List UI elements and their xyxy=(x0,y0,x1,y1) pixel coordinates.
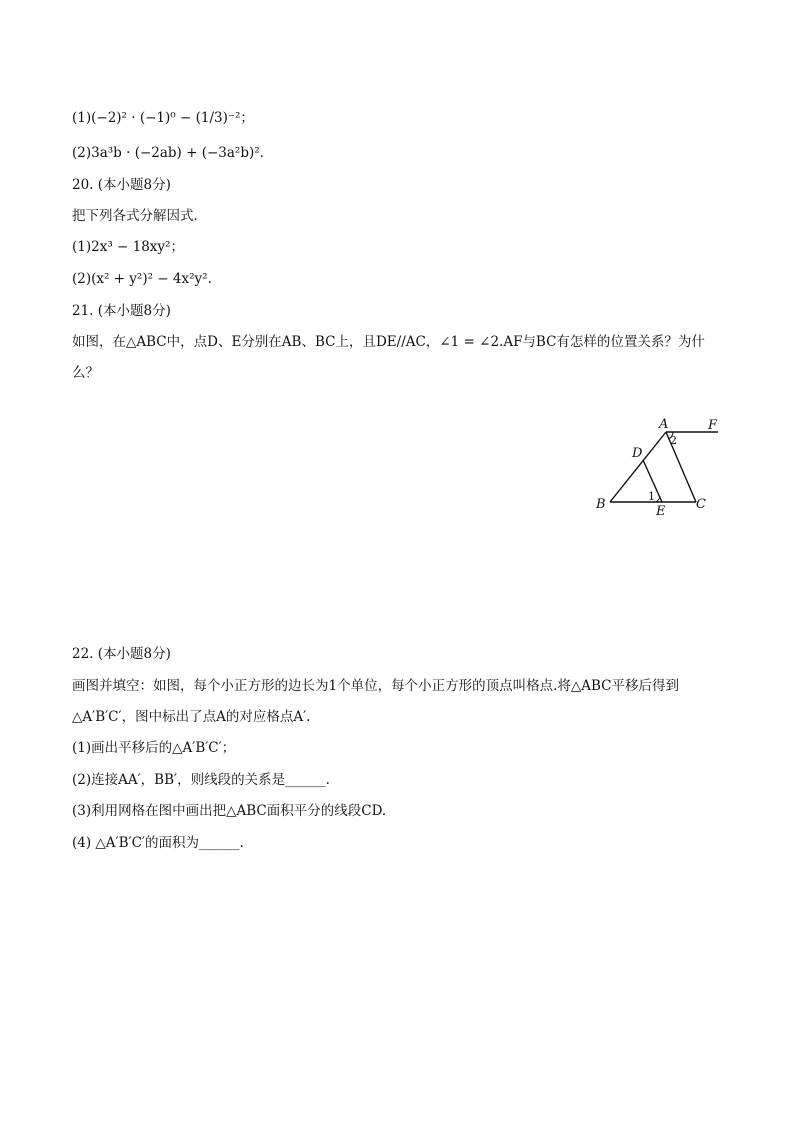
point-e-label: E xyxy=(656,504,666,519)
problem-22-part-3: (3)利用网格在图中画出把△ABC面积平分的线段CD. xyxy=(72,803,387,819)
point-b-label: B xyxy=(596,497,606,512)
problem-19-part-2: (2)3a³b · (−2ab) + (−3a²b)². xyxy=(72,145,264,161)
problem-20-instruction: 把下列各式分解因式． xyxy=(72,208,207,224)
point-d-label: D xyxy=(632,446,643,461)
angle-1-label: 1 xyxy=(648,490,655,503)
problem-22-instruction-line-1: 画图并填空：如图，每个小正方形的边长为1个单位，每个小正方形的顶点叫格点.将△ABC平移后得到 xyxy=(72,678,680,694)
problem-20-part-1: (1)2x³ − 18xy²； xyxy=(72,239,184,255)
point-f-label: F xyxy=(708,418,718,433)
point-c-label: C xyxy=(696,497,706,512)
triangle-diagram-svg xyxy=(594,414,724,520)
problem-22-heading: 22. (本小题8分) xyxy=(72,646,171,662)
problem-21-question-line-2: 么？ xyxy=(72,365,99,381)
problem-22-part-4: (4) △A′B′C′的面积为______. xyxy=(72,835,244,851)
problem-22-part-2: (2)连接AA′，BB′，则线段的关系是______. xyxy=(72,772,330,788)
problem-19-part-1: (1)(−2)² · (−1)⁰ − (1/3)⁻²； xyxy=(72,110,254,126)
problem-20-part-2: (2)(x² + y²)² − 4x²y². xyxy=(72,271,212,287)
problem-20-heading: 20. (本小题8分) xyxy=(72,177,171,193)
problem-22-instruction-line-2: △A′B′C′，图中标出了点A的对应格点A′. xyxy=(72,709,311,725)
angle-2-label: 2 xyxy=(670,434,677,447)
problem-21-question-line-1: 如图，在△ABC中，点D、E分别在AB、BC上，且DE//AC，∠1 = ∠2.AF与BC有怎样的位置关系？为什 xyxy=(72,334,705,350)
problem-22-part-1: (1)画出平移后的△A′B′C′； xyxy=(72,740,236,756)
point-a-label: A xyxy=(659,417,669,432)
problem-21-heading: 21. (本小题8分) xyxy=(72,303,171,319)
triangle-figure xyxy=(594,414,724,520)
